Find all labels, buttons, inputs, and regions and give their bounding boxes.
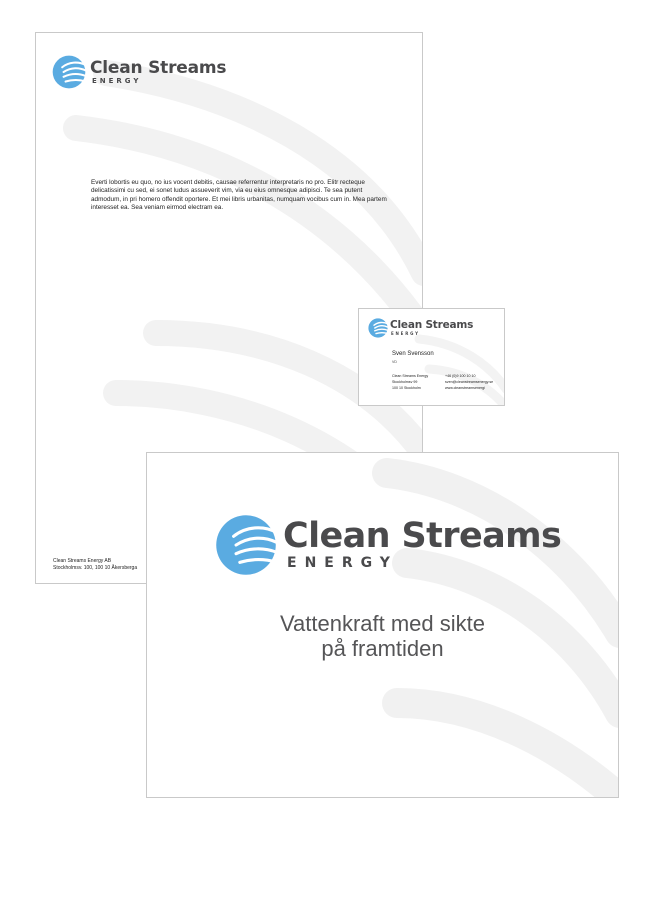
footer-company: Clean Streams Energy AB (53, 558, 112, 564)
card-website: www.cleanstreamsenergi (445, 386, 485, 390)
brand-mark-icon (52, 55, 86, 89)
card-person-title: VD (392, 360, 397, 364)
brand-mark-icon (368, 318, 388, 338)
brand-subtitle: ENERGY (391, 330, 420, 336)
brand-subtitle: ENERGY (92, 76, 142, 85)
letter-body-text: Everti lobortis eu quo, no ius vocent debitis, causae referrentur interpretaris no pro. Elitr recteque delicatissimi cu sed, ei sonet ludus assueverit vim, via eu eius omnesque adipisci. Te sea putent admodum, in pri homero offendit oportere. Et mei libris urbanitas, numquam vocibus cum in. Mea partem interesset ea. Sea veniam eirmod electram ea. (91, 179, 387, 212)
card-phone: +46 (0)9 100 10 10 (445, 374, 476, 378)
business-card (358, 308, 505, 406)
card-address (392, 373, 428, 391)
brand-subtitle: ENERGY (287, 555, 398, 571)
card-address-line: Stockholmsv 99 (392, 380, 418, 384)
tagline-line: Vattenkraft med sikte (279, 611, 485, 636)
brand-name: Clean Streams (283, 516, 562, 556)
card-person-name: Sven Svensson (392, 351, 434, 357)
brand-mark-icon (215, 514, 277, 576)
presentation-slide (146, 452, 619, 798)
brand-logo (52, 55, 226, 89)
tagline-line: på framtiden (321, 636, 444, 661)
card-address-line: Clean Streams Energy (392, 374, 429, 378)
slide-brand-logo (215, 514, 561, 576)
footer-address: Stockholmsv. 100, 100 10 Åkersberga (53, 565, 138, 571)
brand-name: Clean Streams (390, 318, 474, 331)
slide-tagline (147, 611, 618, 661)
card-email: sven@cleanstreamsenergy.se (445, 380, 494, 384)
brand-name: Clean Streams (90, 57, 227, 78)
card-brand-logo (368, 318, 473, 338)
card-contact (445, 373, 493, 391)
card-address-line: 100 10 Stockholm (392, 386, 421, 390)
